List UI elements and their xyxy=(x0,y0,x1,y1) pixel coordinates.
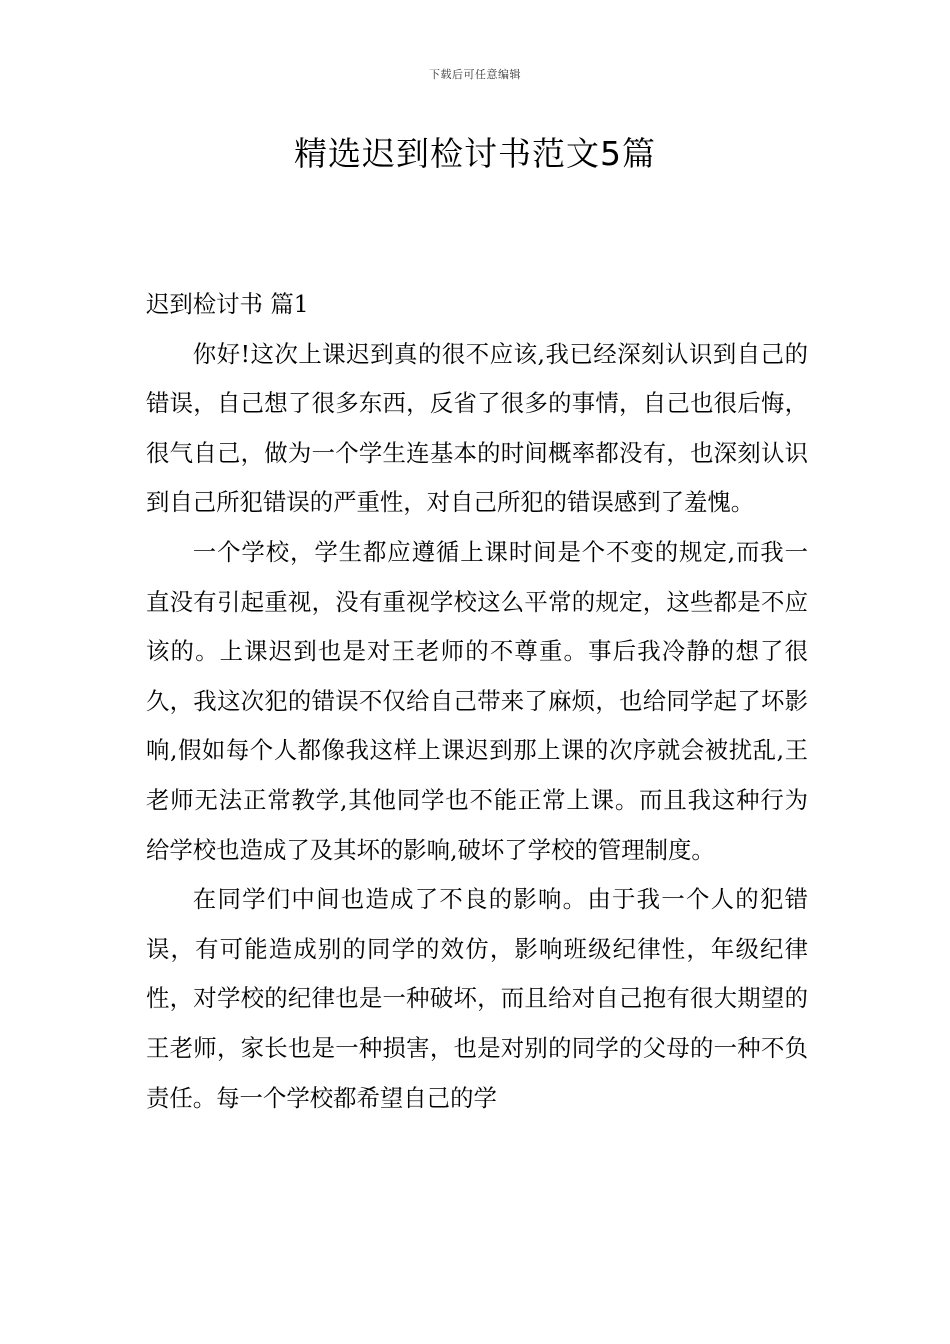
paragraph-2: 一个学校，学生都应遵循上课时间是个不变的规定,而我一直没有引起重视，没有重视学校这么平常的规定，这些都是不应该的。上课迟到也是对王老师的不尊重。事后我冷静的想了很久，我这次犯的错误不仅给自己带来了麻烦，也给同学起了坏影响,假如每个人都像我这样上课迟到那上课的次序就会被扰乱,王老师无法正常教学,其他同学也不能正常上课。而且我这种行为给学校也造成了及其坏的影响,破坏了学校的管理制度。 xyxy=(146,537,808,864)
paragraph-3: 在同学们中间也造成了不良的影响。由于我一个人的犯错误，有可能造成别的同学的效仿，影响班级纪律性，年级纪律性，对学校的纪律也是一种破坏，而且给对自己抱有很大期望的王老师，家长也是一种损害，也是对别的同学的父母的一种不负责任。每一个学校都希望自己的学 xyxy=(146,885,808,1112)
paragraph-1: 你好!这次上课迟到真的很不应该,我已经深刻认识到自己的错误，自己想了很多东西，反省了很多的事情，自己也很后悔，很气自己，做为一个学生连基本的时间概率都没有，也深刻认识到自己所犯错误的严重性，对自己所犯的错误感到了羞愧。 xyxy=(146,339,808,517)
header-note: 下载后可任意编辑 xyxy=(429,68,521,81)
document-title: 精选迟到检讨书范文5篇 xyxy=(294,134,656,173)
document-body xyxy=(146,280,808,1123)
section-heading: 迟到检讨书 篇1 xyxy=(146,290,309,318)
